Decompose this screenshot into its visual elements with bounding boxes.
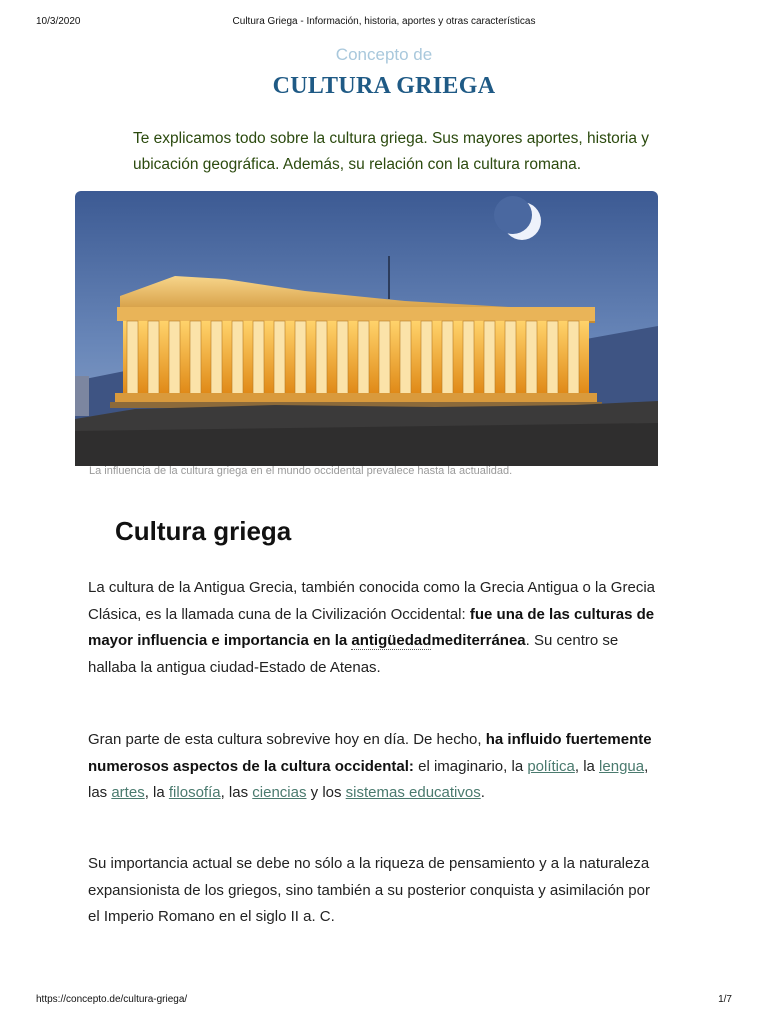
print-date: 10/3/2020 xyxy=(36,16,81,27)
hero-image-parthenon xyxy=(75,191,658,466)
paragraph-3: Su importancia actual se debe no sólo a la riqueza de pensamiento y a la naturaleza expansionista de los griegos, sino también a su posterior conquista y asimilación por el Imperio Romano en el siglo II a. C. xyxy=(88,855,650,925)
image-caption: La influencia de la cultura griega en el mundo occidental prevalece hasta la actualidad. xyxy=(89,465,513,477)
link-filosofia[interactable]: filosofía xyxy=(168,784,221,801)
link-artes[interactable]: artes xyxy=(111,784,145,801)
lead-text: Te explicamos todo sobre la cultura griega. Sus mayores aportes, historia y ubicación geográfica. Además, su relación con la cultura romana. xyxy=(133,130,650,173)
paragraph-2: Gran parte de esta cultura sobrevive hoy en día. De hecho, ha influido fuertemente numerosos aspectos de la cultura occidental: el imaginario, la política, la lengua, las artes, la filosofía, las ciencias y los sistemas educativos. xyxy=(88,731,652,801)
link-lengua[interactable]: lengua xyxy=(599,757,645,775)
section-heading: Cultura griega xyxy=(115,516,292,546)
link-politica[interactable]: política xyxy=(527,757,575,775)
footer-url: https://concepto.de/cultura-griega/ xyxy=(36,994,188,1005)
parthenon-illustration xyxy=(75,191,658,466)
print-title: Cultura Griega - Información, historia, aportes y otras características xyxy=(232,16,536,27)
link-ciencias[interactable]: ciencias xyxy=(252,784,307,801)
site-kicker: Concepto de xyxy=(335,45,433,64)
page-number: 1/7 xyxy=(718,994,732,1005)
page-title: CULTURA GRIEGA xyxy=(272,73,496,99)
paragraph-1: La cultura de la Antigua Grecia, también conocida como la Grecia Antigua o la Grecia Clásica, es la llamada cuna de la Civilización Occidental: fue una de las culturas de mayor influencia e importancia en la antigüedadmediterránea. Su centro se hallaba la antigua ciudad-Estado de Atenas. xyxy=(88,579,655,676)
link-sistemas-educativos[interactable]: sistemas educativos xyxy=(345,784,481,801)
antiguedad-term[interactable]: antigüedad xyxy=(351,632,432,649)
